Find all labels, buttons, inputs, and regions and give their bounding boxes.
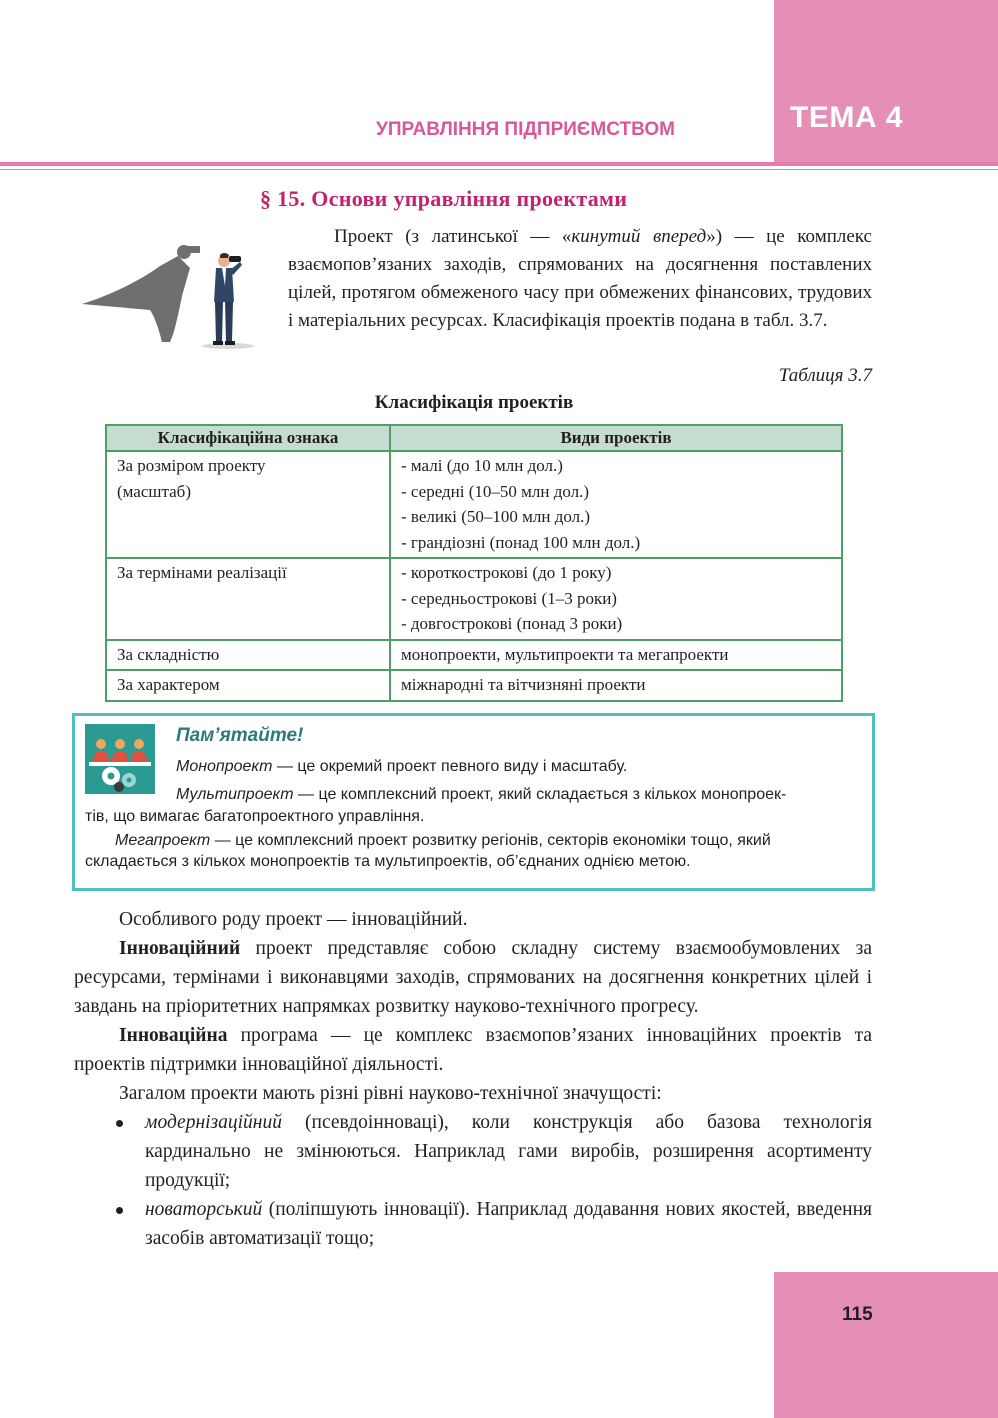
paragraph: Інноваційна програма — це комплекс взаємопов’язаних інноваційних проектів та проектів підтримки інноваційної діяльності. [74,1025,872,1075]
definition-multiproject-cont: тів, що вимагає багатопроектного управління. [85,808,425,825]
table-title: Класифікація проектів [374,392,574,413]
kinds-cell: монопроекти, мультипроекти та мегапроекти [390,640,842,671]
topic-tab [774,0,998,162]
table-row [106,640,842,671]
businessman-binoculars-illustration [78,238,268,350]
page-number: 115 [842,1304,873,1325]
classification-table [105,424,843,702]
kinds-cell: - малі (до 10 млн дол.) - середні (10–50 млн дол.) - великі (50–100 млн дол.) - грандіозні (понад 100 млн дол.) [390,451,842,558]
feature-cell: За характером [106,670,390,701]
header-rule-thin [0,169,998,170]
feature-cell: За розміром проекту (масштаб) [106,451,390,558]
paragraph: Інноваційний проект представляє собою складну систему взаємообумовлених за ресурсами, термінами і виконавцями заходів, спрямованих на досягнення конкретних цілей і завдань на пріоритетних напрямках розвитку науково-технічного прогресу. [74,938,872,1017]
bullet-list [74,1108,872,1253]
paragraph: Особливого роду проект — інноваційний. [119,909,468,930]
definition-megaproject-cont: складається з кількох монопроектів та мультипроектів, об’єднаних однією метою. [85,853,691,870]
paragraph: Загалом проекти мають різні рівні науково-технічної значущості: [119,1083,662,1104]
footer-tab [774,1272,998,1418]
list-item: модернізаційний (псевдоінноваці), коли конструкція або базова технологія кардинально не змінюються. Наприклад гами виробів, розширення асортименту продукції; [74,1108,872,1195]
table-row [106,451,842,558]
remember-box [72,713,875,891]
section-title: § 15. Основи управління проектами [260,186,628,211]
header-rule [0,162,998,166]
kinds-cell: міжнародні та вітчизняні проекти [390,670,842,701]
team-gears-icon [85,724,155,794]
kinds-cell: - короткострокові (до 1 року) - середньострокові (1–3 роки) - довгострокові (понад 3 роки) [390,558,842,640]
table-header-row [106,425,842,451]
table-row [106,558,842,640]
topic-label: ТЕМА 4 [790,101,904,134]
list-item: новаторський (поліпшують інновації). Наприклад додавання нових якостей, введення засобів автоматизації тощо; [74,1195,872,1253]
definition-monoproject: Монопроект — це окремий проект певного виду і масштабу. [176,758,628,775]
intro-paragraph: Проект (з латинської — «кинутий вперед») — це комплекс взаємопов’язаних заходів, спрямованих на досягнення поставлених цілей, протягом обмеженого часу при обмежених фінансових, трудових і матеріальних ресурсах. Класифікація проектів подана в табл. 3.7. [288,226,872,331]
main-text [74,905,872,1253]
table-row [106,670,842,701]
definition-megaproject: Мегапроект — це комплексний проект розвитку регіонів, секторів економіки тощо, який [115,832,771,849]
table-caption: Таблиця 3.7 [778,365,872,386]
bullet-icon [116,1120,123,1127]
definition-multiproject: Мультипроект — це комплексний проект, який складається з кількох монопроек- [176,786,787,803]
header-feature: Класифікаційна ознака [106,425,390,451]
bullet-icon [116,1207,123,1214]
remember-title: Пам’ятайте! [176,725,304,746]
feature-cell: За термінами реалізації [106,558,390,640]
feature-cell: За складністю [106,640,390,671]
header-kinds: Види проектів [390,425,842,451]
running-header: УПРАВЛІННЯ ПІДПРИЄМСТВОМ [376,119,675,140]
